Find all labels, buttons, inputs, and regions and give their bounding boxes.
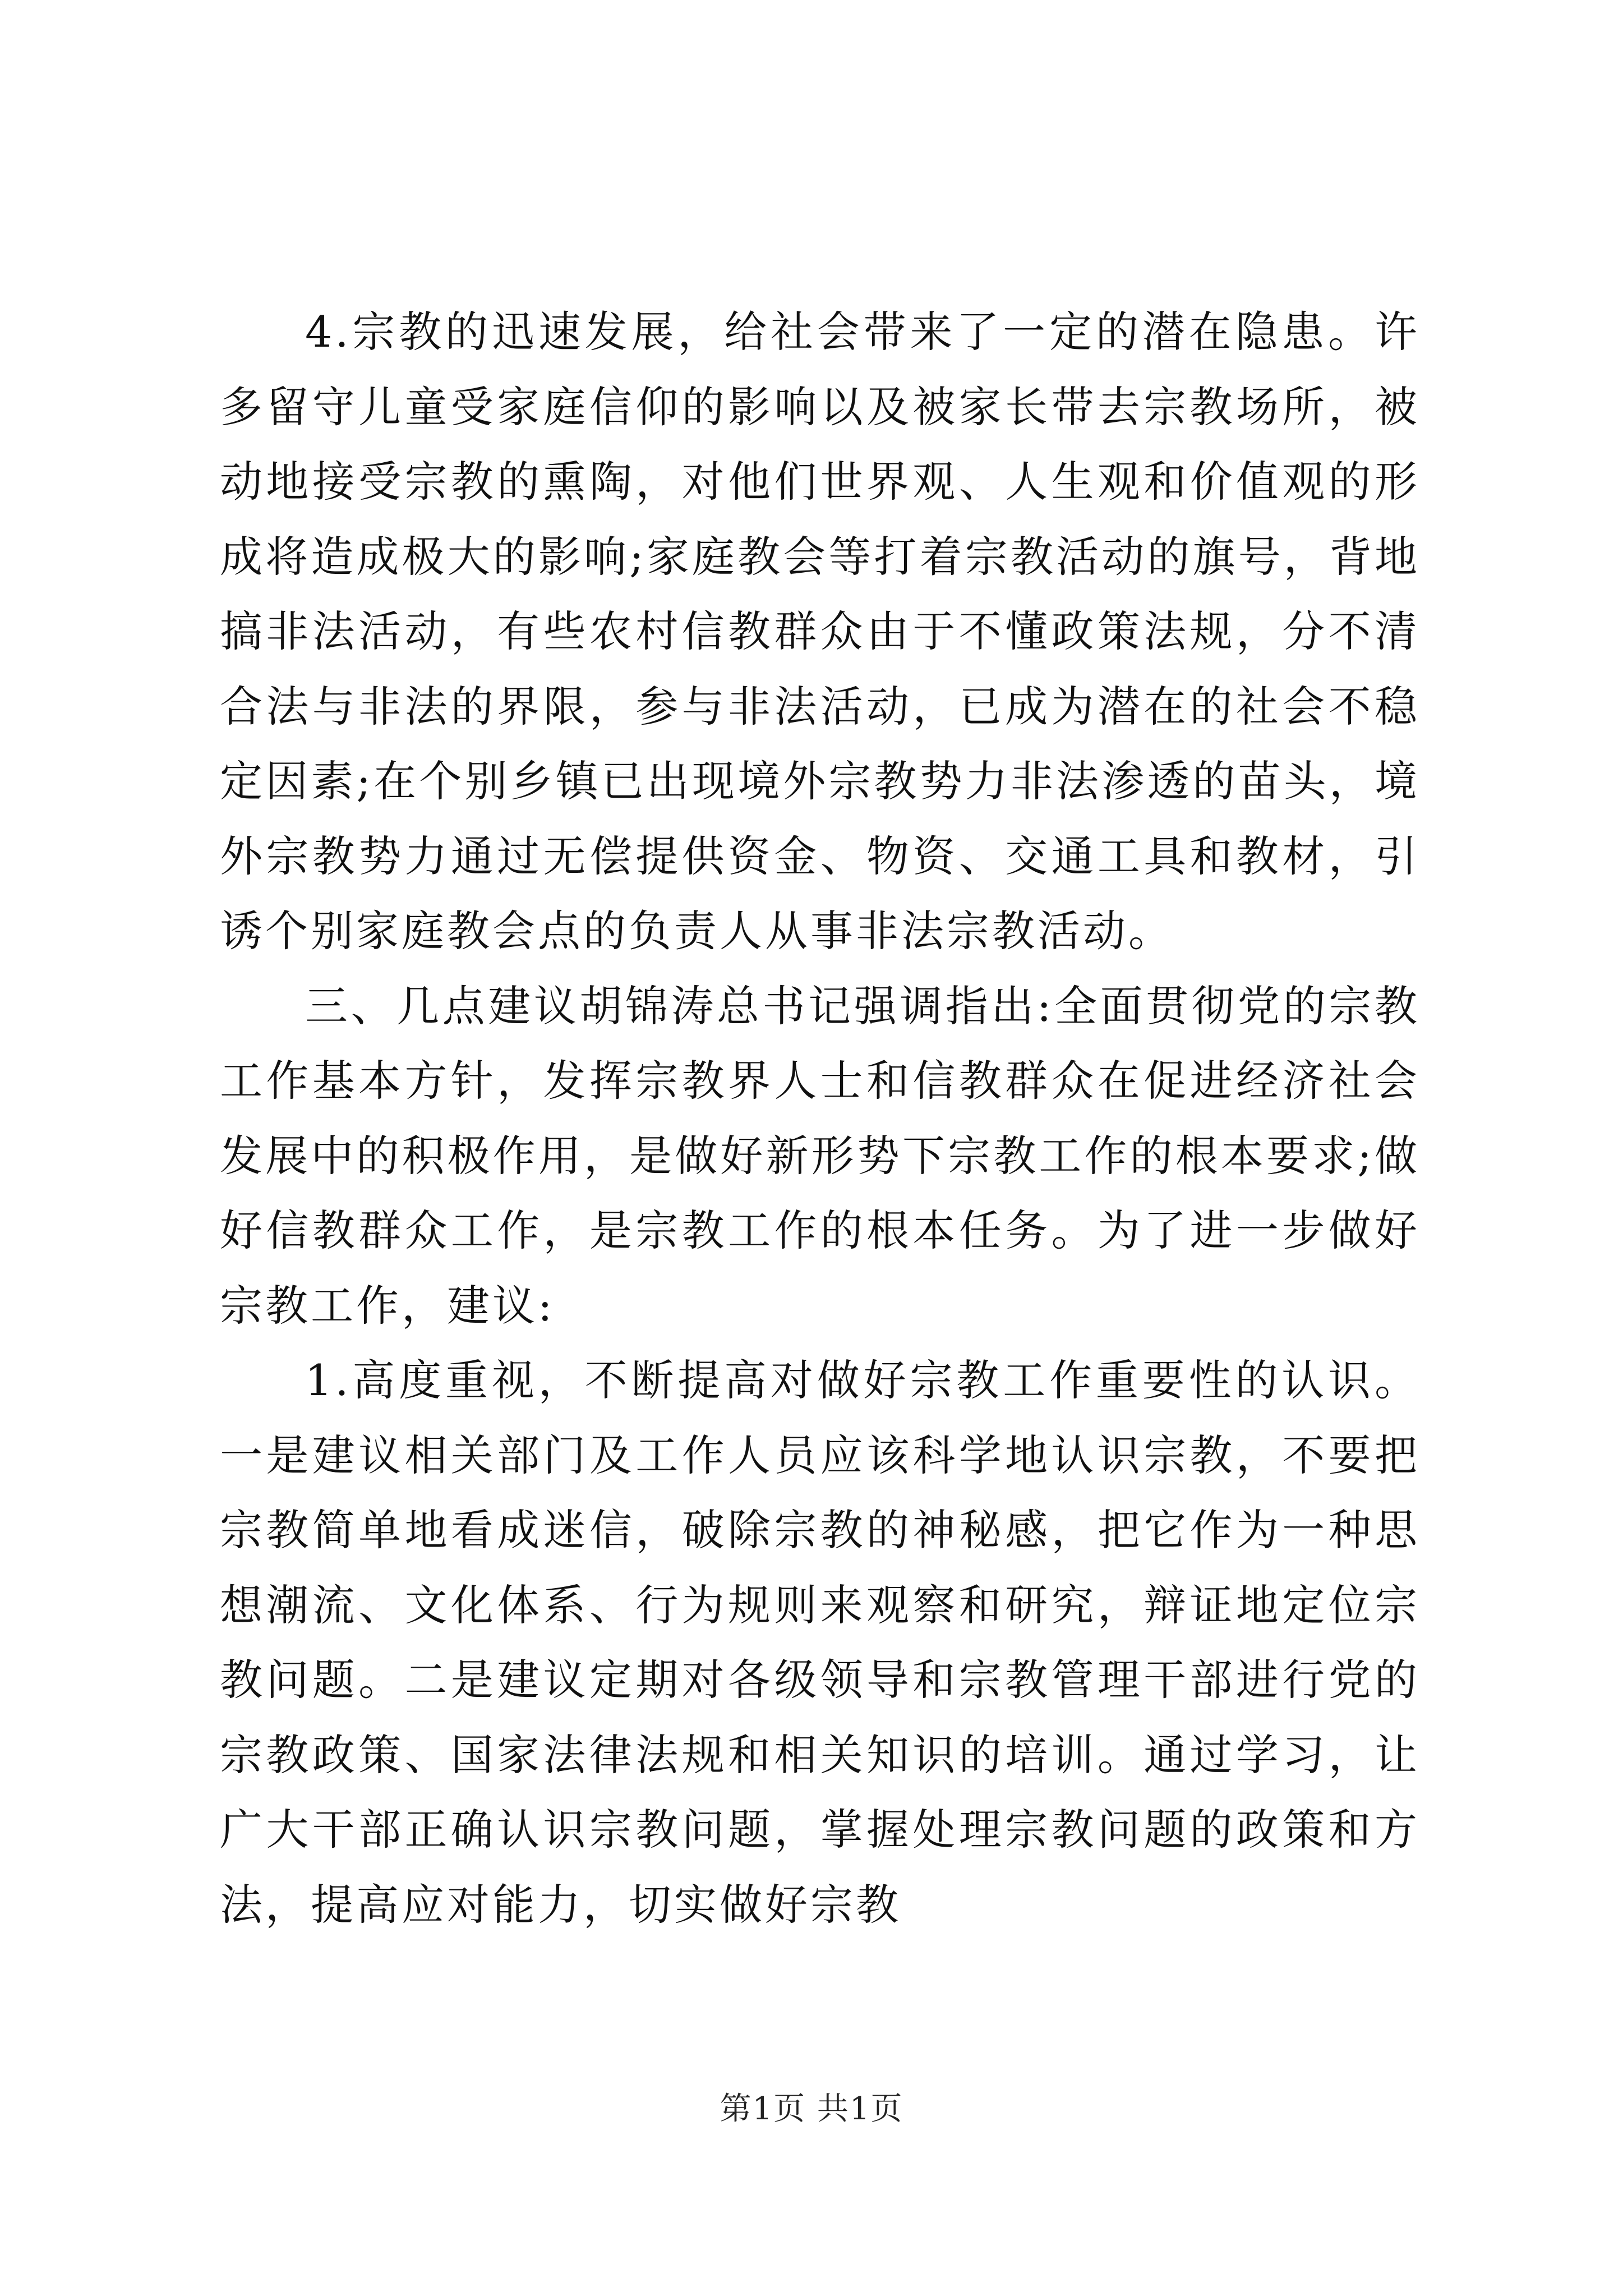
paragraph-suggestion-1: 1.高度重视，不断提高对做好宗教工作重要性的认识。一是建议相关部门及工作人员应该科学地认识宗教，不要把宗教简单地看成迷信，破除宗教的神秘感，把它作为一种思想潮流、文化体系、行为规则来观察和研究，辩证地定位宗教问题。二是建议定期对各级领导和宗教管理干部进行党的宗教政策、国家法律法规和相关知识的培训。通过学习，让广大干部正确认识宗教问题，掌握处理宗教问题的政策和方法，提高应对能力，切实做好宗教	[220, 1355, 1420, 1930]
page-footer: 第1页 共1页	[720, 2091, 903, 2127]
paragraph-suggestions-intro: 三、几点建议胡锦涛总书记强调指出:全面贯彻党的宗教工作基本方针，发挥宗教界人士和信教群众在促进经济社会发展中的积极作用，是做好新形势下宗教工作的根本要求;做好信教群众工作，是宗教工作的根本任务。为了进一步做好宗教工作，建议:	[220, 981, 1420, 1331]
document-body	[220, 295, 1420, 1942]
paragraph-religion-risks: 4.宗教的迅速发展，给社会带来了一定的潜在隐患。许多留守儿童受家庭信仰的影响以及被家长带去宗教场所，被动地接受宗教的熏陶，对他们世界观、人生观和价值观的形成将造成极大的影响;家庭教会等打着宗教活动的旗号，背地搞非法活动，有些农村信教群众由于不懂政策法规，分不清合法与非法的界限，参与非法活动，已成为潜在的社会不稳定因素;在个别乡镇已出现境外宗教势力非法渗透的苗头，境外宗教势力通过无偿提供资金、物资、交通工具和教材，引诱个别家庭教会点的负责人从事非法宗教活动。	[220, 307, 1420, 956]
